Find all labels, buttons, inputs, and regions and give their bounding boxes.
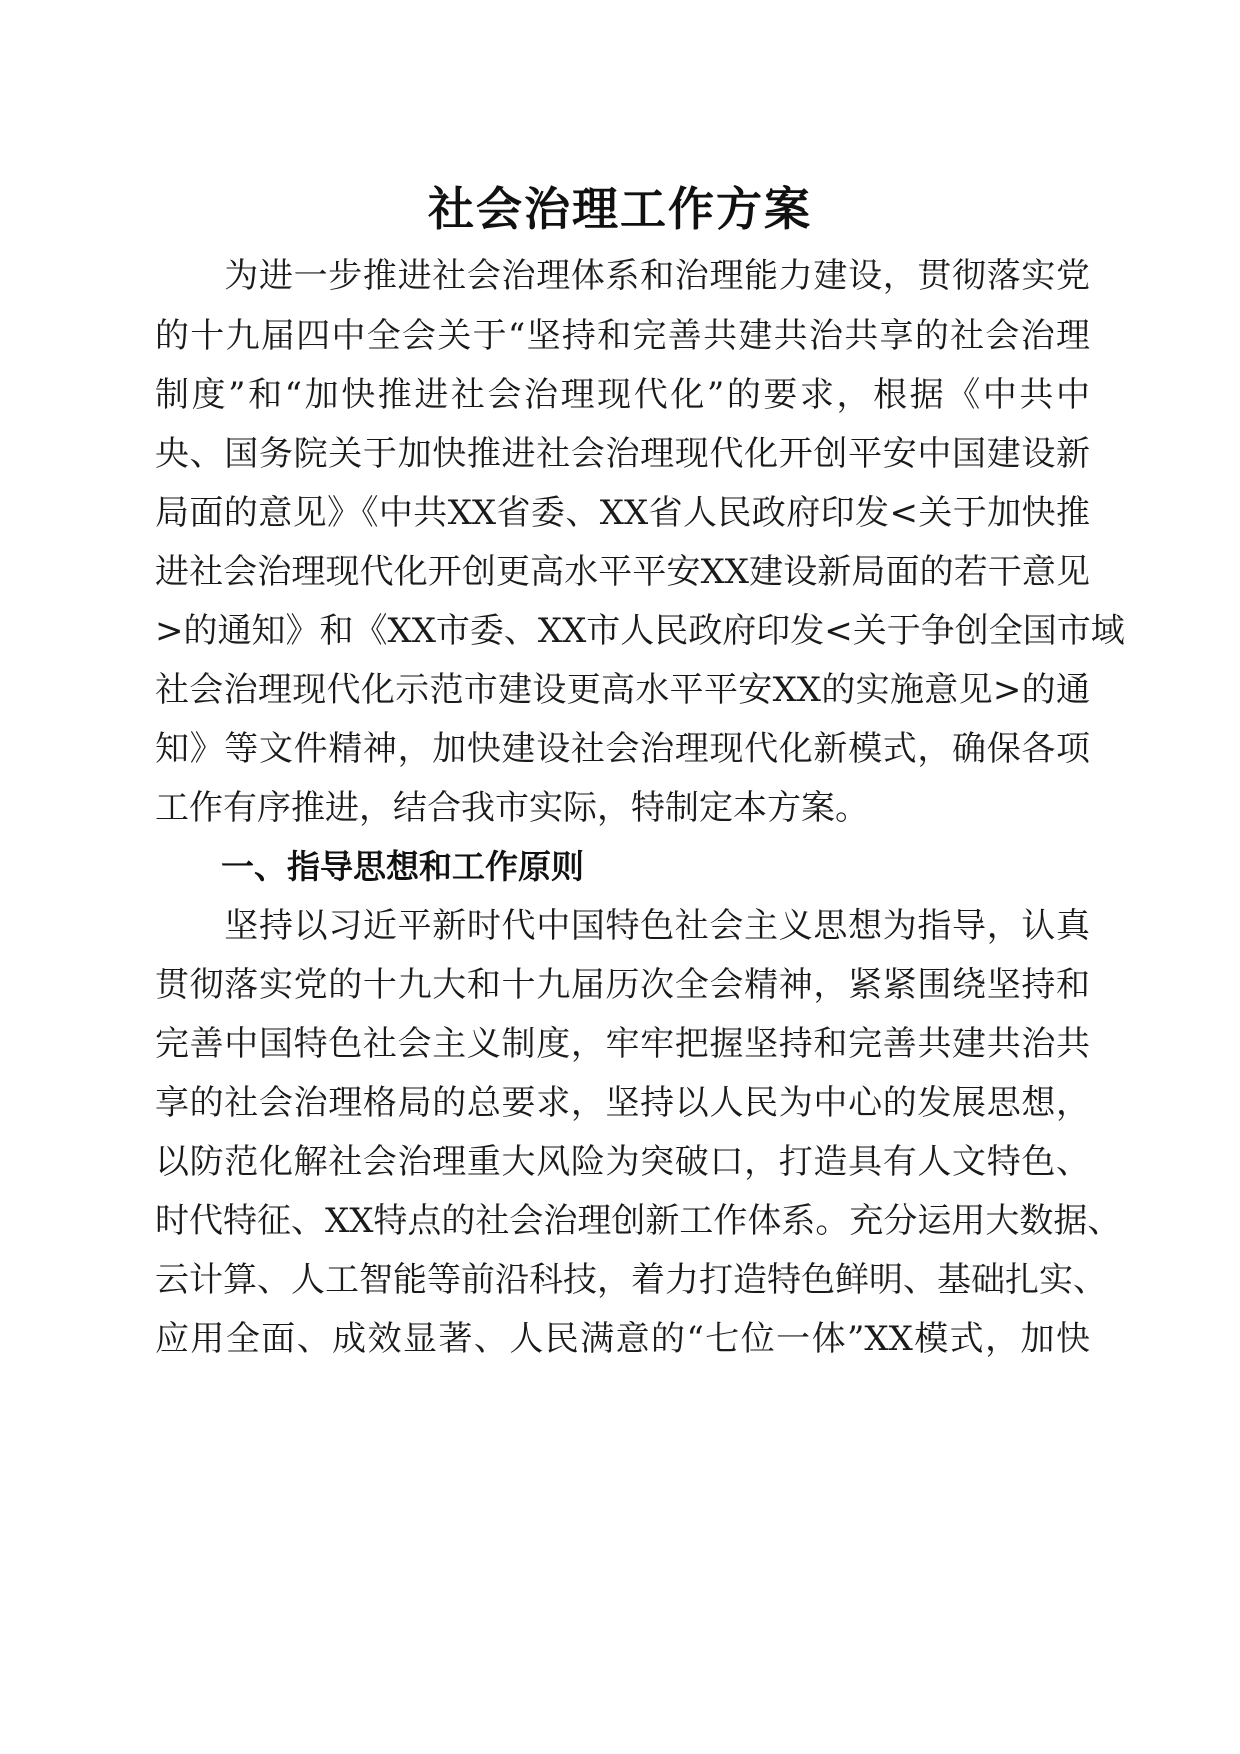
section-heading: 一、指导思想和工作原则 bbox=[221, 847, 584, 886]
paragraph-line: 贯彻落实党的十九大和十九届历次全会精神，紧紧围绕坚持和 bbox=[155, 965, 1090, 1005]
paragraph-line: 社会治理现代化示范市建设更高水平平安XX的实施意见>的通 bbox=[155, 670, 1090, 710]
paragraph-line: 央、国务院关于加快推进社会治理现代化开创平安中国建设新 bbox=[155, 434, 1090, 474]
paragraph-line: 应用全面、成效显著、人民满意的“七位一体”XX模式，加快 bbox=[155, 1319, 1090, 1359]
paragraph-line: 的十九届四中全会关于“坚持和完善共建共治共享的社会治理 bbox=[155, 316, 1090, 356]
paragraph-line: 时代特征、XX特点的社会治理创新工作体系。充分运用大数据、 bbox=[155, 1201, 1122, 1241]
paragraph-line: 完善中国特色社会主义制度，牢牢把握坚持和完善共建共治共 bbox=[155, 1024, 1090, 1064]
paragraph-line: 局面的意见》《中共XX省委、XX省人民政府印发<关于加快推 bbox=[155, 493, 1090, 533]
paragraph-line: 为进一步推进社会治理体系和治理能力建设，贯彻落实党 bbox=[155, 256, 1090, 296]
document-title: 社会治理工作方案 bbox=[428, 182, 812, 236]
paragraph-line: >的通知》和《XX市委、XX市人民政府印发<关于争创全国市域 bbox=[155, 611, 1125, 651]
paragraph-line: 制度”和“加快推进社会治理现代化”的要求，根据《中共中 bbox=[155, 375, 1090, 415]
paragraph-line: 进社会治理现代化开创更高水平平安XX建设新局面的若干意见 bbox=[155, 552, 1090, 592]
paragraph-line: 坚持以习近平新时代中国特色社会主义思想为指导，认真 bbox=[155, 906, 1090, 946]
paragraph-line: 以防范化解社会治理重大风险为突破口，打造具有人文特色、 bbox=[155, 1142, 1090, 1182]
paragraph-line: 云计算、人工智能等前沿科技，着力打造特色鲜明、基础扎实、 bbox=[155, 1260, 1107, 1300]
paragraph-line: 工作有序推进，结合我市实际，特制定本方案。 bbox=[155, 788, 869, 828]
paragraph-line: 知》等文件精神，加快建设社会治理现代化新模式，确保各项 bbox=[155, 729, 1090, 769]
paragraph-line: 享的社会治理格局的总要求，坚持以人民为中心的发展思想， bbox=[155, 1083, 1090, 1123]
